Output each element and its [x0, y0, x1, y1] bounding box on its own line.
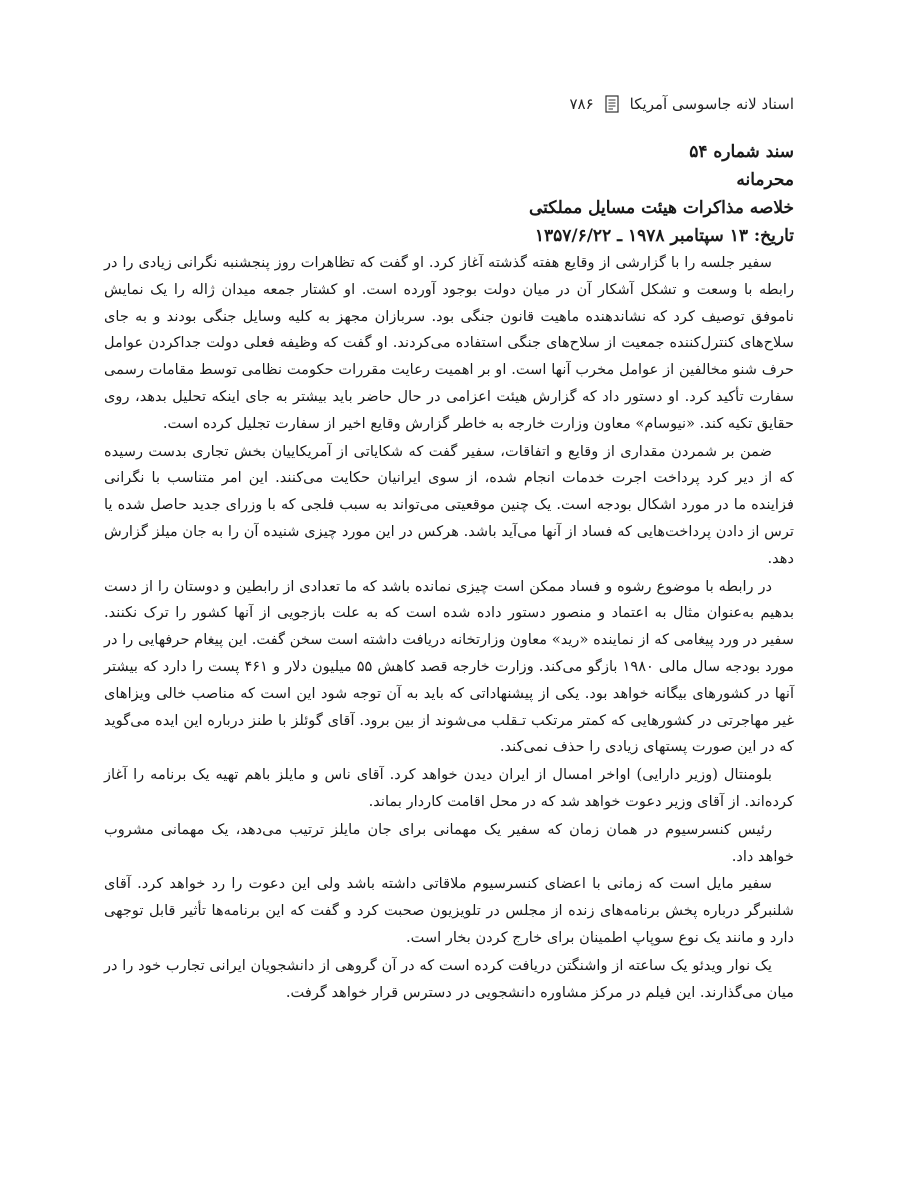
paragraph: یک نوار ویدئو یک ساعته از واشنگتن دریافت کرده است که در آن گروهی از دانشجویان ایرانی تجارب خود را در میان می‌گذارند. این فیلم در مرکز مشاوره دانشجویی در دسترس قرار خواهد گرفت. [104, 956, 794, 1001]
book-title: اسناد لانه جاسوسی آمریکا [629, 95, 794, 113]
paragraph: ضمن بر شمردن مقداری از وقایع و اتفاقات، سفیر گفت که شکایاتی از آمریکاییان بخش تجاری بدست رسیده که از دیر کرد پرداخت اجرت خدمات انجام شده، از سوی ایرانیان حکایت می‌کنند. این امر متناسب با نگرانی فزاینده ما در مورد اشکال بودجه است. یک چنین موقعیتی می‌تواند به سبب فلجی که با وزرای جدید حاصل شده یا ترس از دادن پرداخت‌هایی که فساد از آنها می‌آید باشد. هرکس در این مورد چیزی شنیده آن را به جان میلز گزارش دهد. [104, 442, 794, 567]
paragraph: در رابطه با موضوع رشوه و فساد ممکن است چیزی نمانده باشد که ما تعدادی از رابطین و دوستان را از دست بدهیم به‌عنوان مثال به اعتماد و منصور دستور داده شده است که به علت بازجویی از آنها کشور را ترک نکنند. سفیر در ورد پیغامی که از نماینده «رید» معاون وزارتخانه دریافت داشته است سخن گفت. این پیغام حرفهایی را در مورد بودجه سال مالی ۱۹۸۰ بازگو می‌کند. وزارت خارجه قصد کاهش ۵۵ میلیون دلار و ۴۶۱ پست را دارد که بیشتر آنها در کشورهای بیگانه خواهد بود. یکی از پیشنهاداتی که باید به آن توجه شود این است که مناصب خالی ویزاهای غیر مهاجرتی در کشورهایی که کمتر مرتکب تـقلب می‌شوند از بین برود. آقای گوئلز با طنز درباره این ایده می‌گوید که در این صورت پستهای زیادی را حذف نمی‌کند. [104, 577, 795, 756]
document-number: سند شماره ۵۴ [689, 142, 794, 162]
classification-label: محرمانه [736, 170, 794, 190]
paragraph: سفیر مایل است که زمانی با اعضای کنسرسیوم ملاقاتی داشته باشد ولی این دعوت را رد خواهد کرد. آقای شلنبرگر درباره پخش برنامه‌های زنده از مجلس در تلویزیون صحبت کرد و گفت که این برنامه‌ها تأثیر قابل توجهی دارد و مانند یک نوع سوپاپ اطمینان برای خارج کردن بخار است. [104, 875, 794, 946]
paragraph: سفیر جلسه را با گزارشی از وقایع هفته گذشته آغاز کرد. او گفت که تظاهرات روز پنجشنبه نگرانی زیادی را در رابطه با وسعت و تشکل آشکار آن در میان دولت بوجود آورده است. او کشتار جمعه میدان ژاله را یک نمایش ناموفق توصیف کرد که نشاندهنده ماهیت قانون جنگی بود. سربازان مجهز به کلیه وسایل جنگی بودند و به جای سلاح‌های کنترل‌کننده جمعیت از سلاح‌های جنگی استفاده می‌کردند. او گفت که وظیفه فعلی دولت جداکردن عوامل حرف شنو مخالفین از عوامل مخرب آنها است. او بر اهمیت رعایت مقررات حکومت نظامی توسط مقامات رسمی سفارت تأکید کرد. او دستور داد که گزارش هیئت اعزامی در حال حاضر باید بیشتر به جای اینکه تحلیل بدهد، روی حقایق تکیه کند. «نیوسام» معاون وزارت خارجه به خاطر گزارش وقایع اخیر از سفارت تجلیل کرده است. [104, 254, 794, 432]
document-icon [604, 95, 620, 113]
running-header [570, 95, 795, 113]
document-body [104, 138, 794, 1006]
page-number: ۷۸۶ [569, 95, 594, 113]
document-date: تاریخ: ۱۳ سپتامبر ۱۹۷۸ ـ ۱۳۵۷/۶/۲۲ [534, 226, 794, 246]
paragraph: رئیس کنسرسیوم در همان زمان که سفیر یک مهمانی برای جان مایلز ترتیب می‌دهد، یک مهمانی مشروب خواهد داد. [104, 820, 794, 865]
document-title: خلاصه مذاکرات هیئت مسایل مملکتی [528, 198, 794, 218]
paragraph: بلومنتال (وزیر دارایی) اواخر امسال از ایران دیدن خواهد کرد. آقای ناس و مایلز باهم تهیه یک برنامه را آغاز کرده‌اند. از آقای وزیر دعوت خواهد شد که در محل اقامت کاردار بماند. [104, 766, 794, 810]
